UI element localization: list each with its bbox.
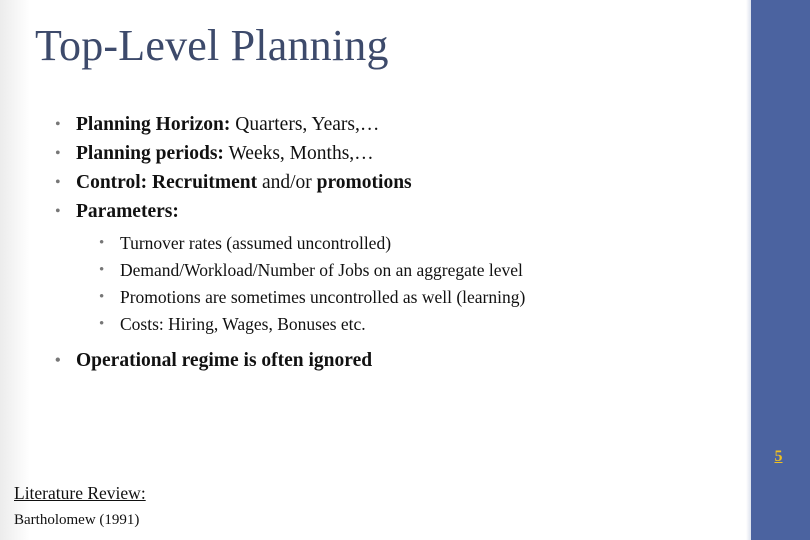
sub-bullet-turnover: • Turnover rates (assumed uncontrolled) — [76, 230, 745, 257]
bullet-term-recruitment: Recruitment — [147, 172, 258, 193]
page-number: 5 — [774, 448, 783, 465]
bullet-label: Parameters: — [76, 201, 179, 222]
bullet-text: Weeks, Months,… — [223, 143, 374, 164]
bullet-label: Planning Horizon: — [76, 114, 231, 135]
bullet-label: Planning periods: — [76, 143, 224, 164]
bullet-planning-horizon — [55, 110, 745, 139]
parameters-sublist — [76, 230, 745, 338]
bullet-control — [55, 168, 745, 197]
literature-reference: Bartholomew (1991) — [14, 512, 140, 528]
sub-bullet-costs: • Costs: Hiring, Wages, Bonuses etc. — [76, 311, 745, 338]
bullet-connector: and/or — [257, 172, 317, 193]
literature-heading: Literature Review: — [14, 483, 146, 503]
sub-bullet-promotions: • Promotions are sometimes uncontrolled as well (learning) — [76, 284, 745, 311]
sub-bullet-demand: • Demand/Workload/Number of Jobs on an aggregate level — [76, 257, 745, 284]
bullet-list — [55, 110, 745, 375]
slide-title: Top-Level Planning — [35, 21, 389, 70]
bullet-term-promotions: promotions — [316, 172, 412, 193]
bullet-label: Control: — [76, 172, 148, 193]
bullet-planning-periods — [55, 139, 745, 168]
bullet-operational-regime: • Operational regime is often ignored — [55, 346, 745, 375]
bullet-text: Quarters, Years,… — [230, 114, 380, 135]
left-edge-shadow — [0, 0, 30, 540]
bullet-parameters — [55, 197, 745, 338]
